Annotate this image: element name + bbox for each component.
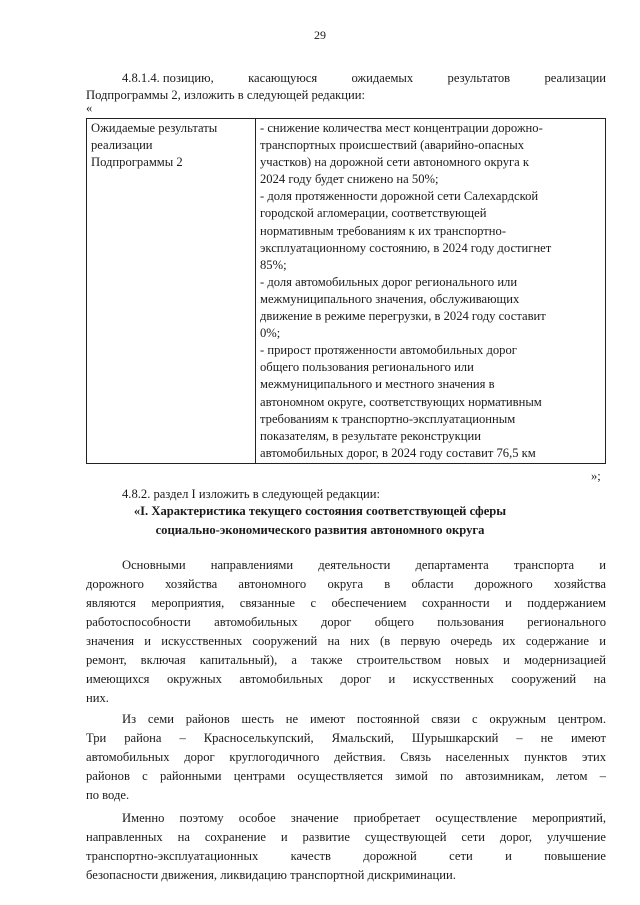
cell-line: 2024 году будет снижено на 50%; [260, 172, 439, 187]
paragraph-line: имеющихся окружных автомобильных дорог и искусственных сооружений на [86, 672, 606, 686]
intro-word: касающуюся [248, 71, 318, 85]
paragraph-line: значения и искусственных сооружений на них (в первую очередь их содержание и [86, 634, 606, 648]
cell-line: требованиям к транспортно-эксплуатационным [260, 411, 516, 426]
intro-word: реализации [544, 71, 606, 85]
cell-line: участков) на дорожной сети автономного округа к [260, 155, 530, 170]
section-heading-line-1: «I. Характеристика текущего состояния соответствующей сферы [133, 504, 507, 518]
cell-line: Ожидаемые результаты [91, 121, 218, 135]
paragraph-line: транспортно-эксплуатационных качеств дорожной сети и повышение [86, 849, 606, 863]
cell-line: - снижение количества мест концентрации дорожно- [260, 121, 543, 135]
cell-line: межмуниципального и местного значения в [260, 377, 495, 392]
open-quote: « [86, 101, 93, 115]
cell-line: показателям, в результате реконструкции [260, 428, 481, 443]
expected-results-table [86, 118, 606, 464]
cell-line: 85%; [260, 257, 287, 272]
table-row [87, 119, 606, 464]
table-cell-value [256, 119, 606, 464]
cell-line: - прирост протяженности автомобильных дорог [260, 343, 517, 358]
section-intro: 4.8.2. раздел I изложить в следующей редакции: [122, 487, 380, 501]
paragraph-line: являются мероприятия, связанные с обеспечением сохранности и поддержанием [86, 596, 606, 610]
cell-line: эксплуатационному состоянию, в 2024 году достигнет [260, 240, 552, 255]
cell-line: транспортных происшествий (аварийно-опасных [260, 138, 524, 153]
cell-line: - доля автомобильных дорог регионального или [260, 274, 518, 289]
cell-line: межмуниципального значения, обслуживающих [260, 291, 520, 306]
paragraph-line: Из семи районов шесть не имеют постоянной связи с окружным центром. [122, 712, 606, 726]
paragraph-line: по воде. [86, 788, 130, 802]
paragraph-line: работоспособности автомобильных дорог общего пользования регионального [86, 615, 606, 629]
cell-line: движение в режиме перегрузки, в 2024 году составит [260, 309, 546, 324]
cell-line: - доля протяженности дорожной сети Салехардской [260, 189, 539, 204]
paragraph-line: Три района – Красноселькупский, Ямальский, Шурышкарский – не имеют [86, 731, 606, 745]
paragraph-line: дорожного хозяйства автономного округа в области дорожного хозяйства [86, 577, 606, 591]
paragraph-line: районов с районными центрами осуществляется зимой по автозимникам, летом – [86, 769, 606, 783]
intro-word: 4.8.1.4. позицию, [122, 71, 214, 85]
cell-line: автономном округе, соответствующих нормативным [260, 394, 542, 409]
section-heading-line-2: социально-экономического развития автономного округа [155, 523, 485, 537]
intro-line-2: Подпрограммы 2, изложить в следующей редакции: [86, 88, 366, 102]
close-quote: »; [591, 469, 601, 483]
cell-line: реализации [91, 138, 153, 153]
cell-line: городской агломерации, соответствующей [260, 206, 487, 221]
paragraph-line: направленных на сохранение и развитие существующей сети дорог, улучшение [86, 830, 606, 844]
intro-word: ожидаемых [351, 71, 414, 85]
cell-line: нормативным требованиям к их транспортно- [260, 223, 507, 238]
paragraph-line: безопасности движения, ликвидацию транспортной дискриминации. [86, 868, 456, 882]
paragraph-line: автомобильных дорог круглогодичного действия. Связь населенных пунктов этих [86, 750, 606, 764]
paragraph-line: Именно поэтому особое значение приобретает осуществление мероприятий, [122, 811, 606, 825]
cell-line: автомобильных дорог, в 2024 году составит 76,5 км [260, 445, 536, 460]
paragraph-line: Основными направлениями деятельности департамента транспорта и [122, 558, 606, 572]
paragraph-line: ремонт, включая капитальный), а также строительством новых и модернизацией [86, 653, 606, 667]
cell-line: общего пользования регионального или [260, 360, 474, 375]
page-number: 29 [314, 28, 326, 42]
paragraph-line: них. [86, 691, 109, 705]
cell-line: 0%; [260, 326, 281, 341]
cell-line: Подпрограммы 2 [91, 155, 183, 170]
table-cell-label [87, 119, 256, 464]
intro-word: результатов [447, 71, 511, 85]
